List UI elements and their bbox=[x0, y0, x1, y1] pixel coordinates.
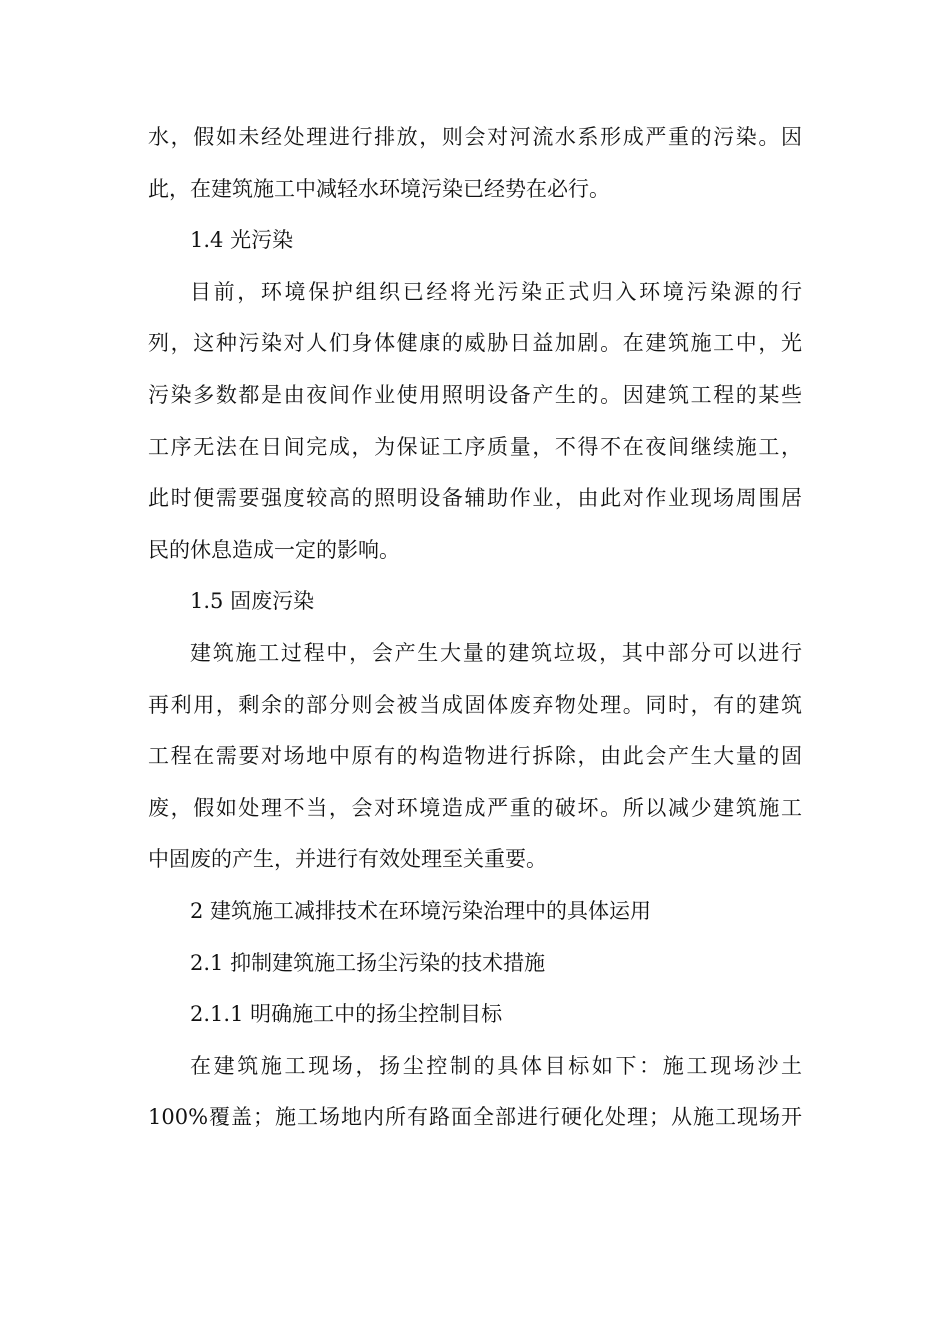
section-heading-1-5: 1.5 固废污染 bbox=[190, 589, 315, 614]
text-line: 废，假如处理不当，会对环境造成严重的破坏。所以减少建筑施工 bbox=[148, 795, 802, 820]
text-line: 水，假如未经处理进行排放，则会对河流水系形成严重的污染。因 bbox=[148, 125, 802, 149]
text-line: 工程在需要对场地中原有的构造物进行拆除，由此会产生大量的固 bbox=[148, 744, 802, 769]
text-line: 中固废的产生，并进行有效处理至关重要。 bbox=[148, 847, 547, 872]
text-line: 建筑施工过程中，会产生大量的建筑垃圾，其中部分可以进行 bbox=[190, 640, 802, 665]
section-heading-2-1: 2.1 抑制建筑施工扬尘污染的技术措施 bbox=[190, 950, 546, 975]
section-heading-2-1-1: 2.1.1 明确施工中的扬尘控制目标 bbox=[190, 1002, 503, 1027]
text-line: 此时便需要强度较高的照明设备辅助作业，由此对作业现场周围居 bbox=[148, 486, 802, 511]
text-line: 此，在建筑施工中减轻水环境污染已经势在必行。 bbox=[148, 176, 610, 201]
text-line: 再利用，剩余的部分则会被当成固体废弃物处理。同时，有的建筑 bbox=[148, 692, 802, 717]
text-line: 在建筑施工现场，扬尘控制的具体目标如下：施工现场沙土 bbox=[190, 1053, 802, 1078]
text-line: 民的休息造成一定的影响。 bbox=[148, 537, 400, 562]
document-body bbox=[148, 112, 802, 1144]
text-line: 工序无法在日间完成，为保证工序质量，不得不在夜间继续施工， bbox=[148, 434, 802, 459]
section-heading-1-4: 1.4 光污染 bbox=[190, 228, 294, 253]
text-line: 污染多数都是由夜间作业使用照明设备产生的。因建筑工程的某些 bbox=[148, 382, 802, 407]
text-line: 100%覆盖；施工场地内所有路面全部进行硬化处理；从施工现场开 bbox=[148, 1105, 802, 1130]
text-line: 列，这种污染对人们身体健康的威胁日益加剧。在建筑施工中，光 bbox=[148, 331, 802, 356]
text-line: 目前，环境保护组织已经将光污染正式归入环境污染源的行 bbox=[190, 279, 802, 304]
section-heading-2: 2 建筑施工减排技术在环境污染治理中的具体运用 bbox=[190, 898, 652, 923]
